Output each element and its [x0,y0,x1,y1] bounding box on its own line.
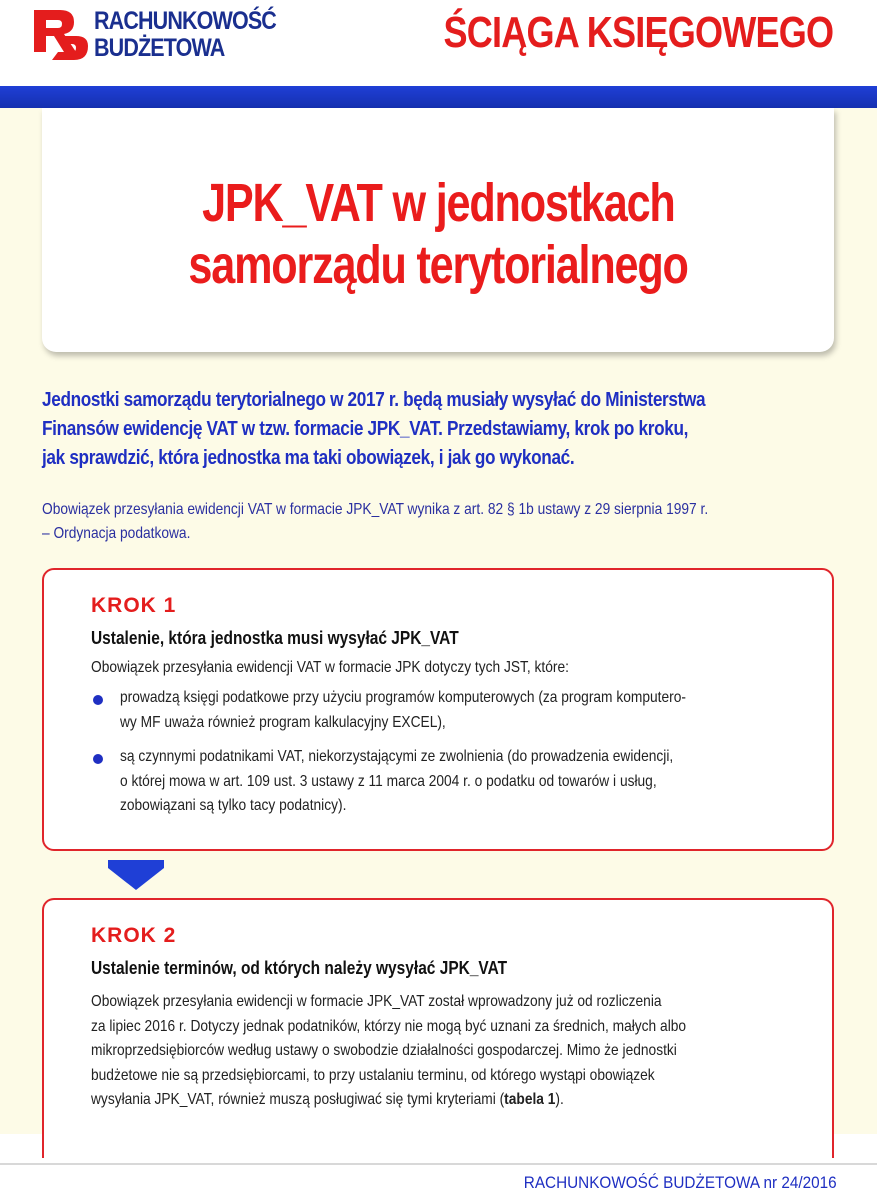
logo-text [94,8,276,62]
title-line-2: samorządu terytorialnego [188,235,688,295]
header-blue-bar [0,86,877,108]
logo-line-1: RACHUNKOWOŚĆ [94,7,276,35]
note-line-2: – Ordynacja podatkowa. [42,525,191,542]
step-2-heading: Ustalenie terminów, od których należy wysyłać JPK_VAT [91,958,508,978]
step-2-label: KROK 2 [91,924,177,947]
footer-issue: RACHUNKOWOŚĆ BUDŻETOWA nr 24/2016 [524,1173,837,1192]
lead-line-1: Jednostki samorządu terytorialnego w 2017 r. będą musiały wysyłać do Ministerstwa [42,389,706,411]
logo-line-2: BUDŻETOWA [94,34,225,62]
article-title [42,172,834,296]
step-1-bullet-1 [120,686,820,735]
footer-divider [0,1163,877,1165]
bullet-icon [93,695,103,705]
bullet-2-line-2: o której mowa w art. 109 ust. 3 ustawy z 11 marca 2004 r. o podatku od towarów i usług, [120,772,657,790]
title-line-1: JPK_VAT w jednostkach [201,173,675,233]
page-header [0,0,877,86]
legal-note [42,498,842,546]
step-2-line-2: za lipiec 2016 r. Dotyczy jednak podatników, którzy nie mogą być uznani za średnich, małych albo [91,1017,687,1035]
step-1-label: KROK 1 [91,594,177,617]
page-content [0,108,877,1134]
step-2-box [42,898,834,1158]
step-2-line-5 [91,1088,693,1113]
note-line-1: Obowiązek przesyłania ewidencji VAT w formacie JPK_VAT wynika z art. 82 § 1b ustawy z 29 sierpnia 1997 r. [42,501,709,518]
step-2-line-3: mikroprzedsiębiorców według ustawy o swobodzie działalności gospodarczej. Mimo że jednostki [91,1042,677,1059]
down-arrow-icon [108,860,164,890]
lead-line-3: jak sprawdzić, która jednostka ma taki obowiązek, i jak go wykonać. [42,447,575,469]
masthead-title: ŚCIĄGA KSIĘGOWEGO [443,8,833,57]
step-1-bullet-2 [120,745,820,819]
step-1-intro [91,656,791,681]
rb-logo-icon [30,6,92,64]
bullet-icon [93,754,103,764]
step-2-line-1: Obowiązek przesyłania ewidencji w formacie JPK_VAT został wprowadzony już od rozliczenia [91,993,662,1010]
bullet-1-line-1: prowadzą księgi podatkowe przy użyciu programów komputerowych (za program komputero- [120,689,686,706]
step-1-box [42,568,834,851]
bullet-1-line-2: wy MF uważa również program kalkulacyjny EXCEL), [120,713,446,731]
title-card [42,108,834,352]
step-2-body [91,990,791,1113]
bullet-2-line-3: zobowiązani są tylko tacy podatnicy). [120,797,347,814]
step-1-intro-line: Obowiązek przesyłania ewidencji VAT w formacie JPK dotyczy tych JST, które: [91,659,569,676]
lead-line-2: Finansów ewidencję VAT w tzw. formacie JPK_VAT. Przedstawiamy, krok po kroku, [42,418,689,440]
table-reference: tabela 1 [504,1091,556,1108]
step-1-heading: Ustalenie, która jednostka musi wysyłać JPK_VAT [91,628,459,648]
step-2-line-4: budżetowe nie są przedsiębiorcami, to przy ustalaniu terminu, od którego wystąpi obowiązek [91,1066,655,1084]
lead-paragraph [42,386,834,473]
bullet-2-line-1: są czynnymi podatnikami VAT, niekorzystającymi ze zwolnienia (do prowadzenia ewidencji, [120,748,674,765]
logo [30,6,300,66]
step-2-line-5-post: ). [555,1091,564,1108]
step-2-line-5-pre: wysyłania JPK_VAT, również muszą posługiwać się tymi kryteriami ( [91,1091,505,1108]
